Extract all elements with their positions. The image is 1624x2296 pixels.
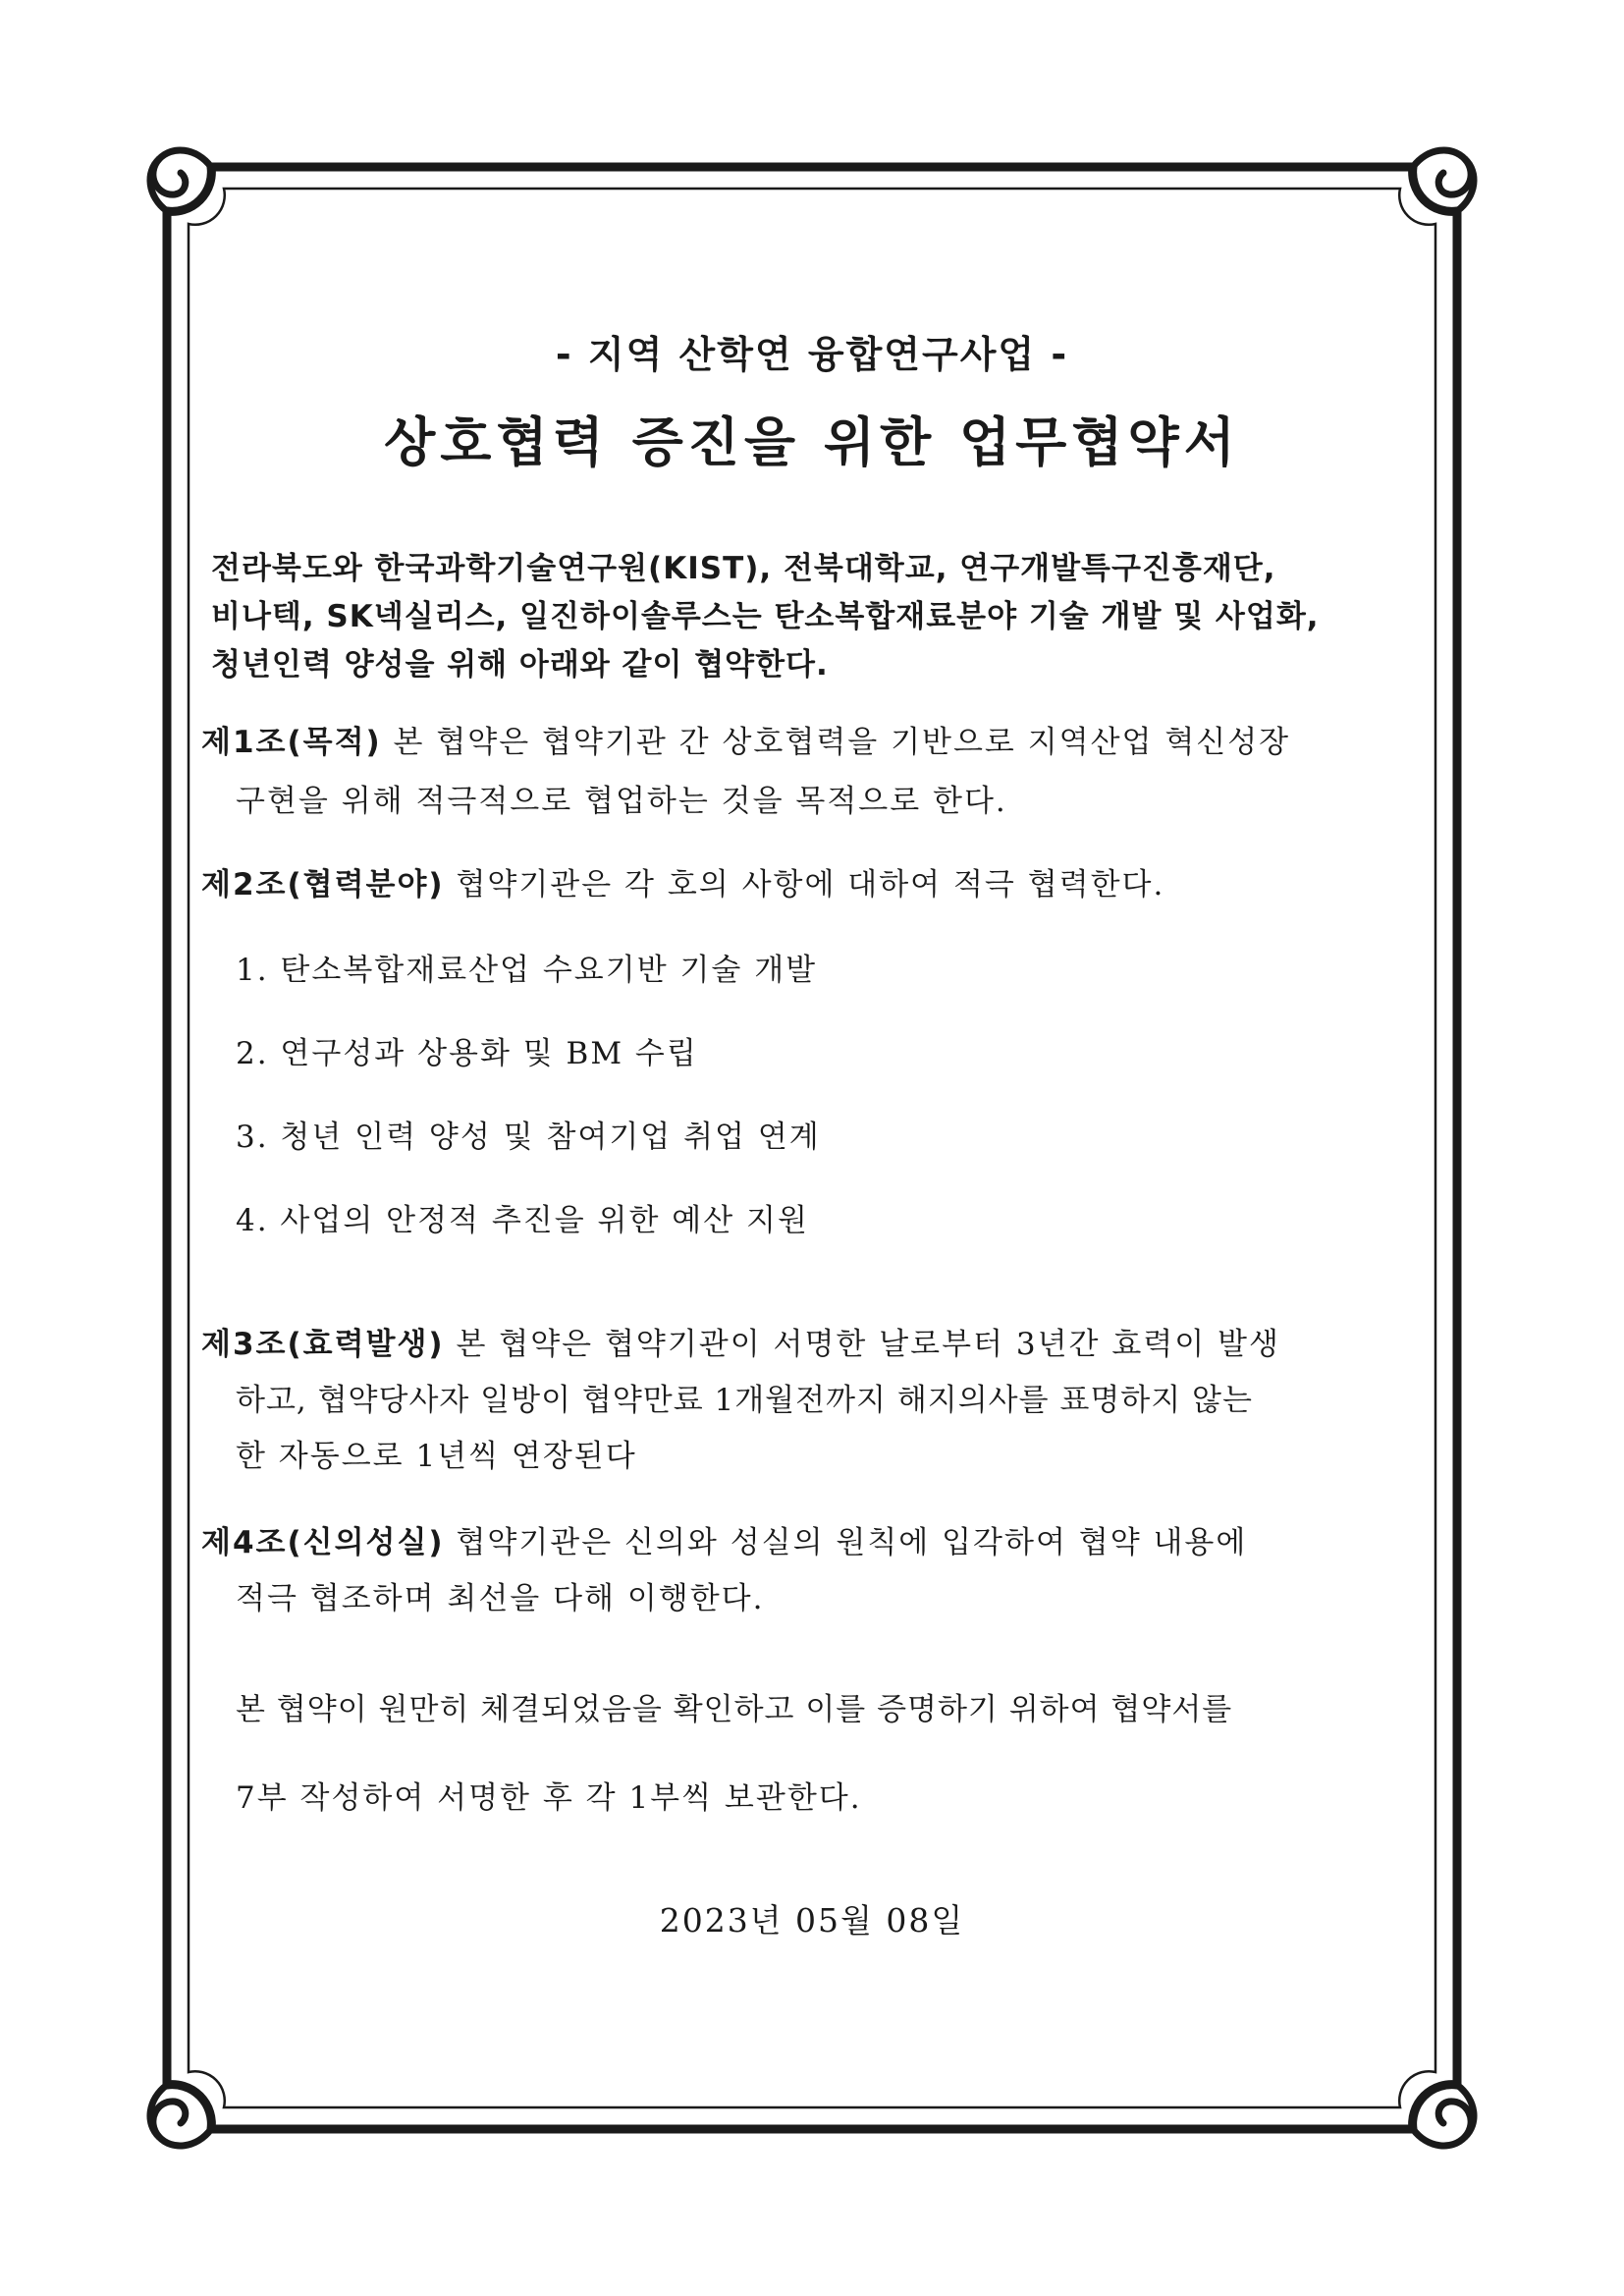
list-item: 1. 탄소복합재료산업 수요기반 기술 개발 (236, 953, 818, 988)
article-3-text: 본 협약은 협약기관이 서명한 날로부터 3년간 효력이 발생 (444, 1327, 1280, 1362)
agreement-date: 2023년 05월 08일 (659, 1901, 965, 1940)
article-1-text: 본 협약은 협약기관 간 상호협력을 기반으로 지역산업 혁신성장 (381, 725, 1291, 760)
list-item: 3. 청년 인력 양성 및 참여기업 취업 연계 (236, 1120, 821, 1155)
article-4-text: 협약기관은 신의와 성실의 원칙에 입각하여 협약 내용에 (444, 1525, 1248, 1560)
intro-line: 비나텍, SK넥실리스, 일진하이솔루스는 탄소복합재료분야 기술 개발 및 사업화, (211, 599, 1320, 634)
document-subtitle: - 지역 산학연 융합연구사업 - (555, 333, 1069, 376)
article-3-continued: 한 자동으로 1년씩 연장된다 (236, 1439, 637, 1474)
article-1-heading: 제1조(목적) (201, 725, 382, 760)
closing-line: 본 협약이 원만히 체결되었음을 확인하고 이를 증명하기 위하여 협약서를 (236, 1692, 1233, 1727)
article-4-heading: 제4조(신의성실) (201, 1525, 445, 1560)
intro-line: 청년인력 양성을 위해 아래와 같이 협약한다. (211, 647, 829, 683)
article-1-continued: 구현을 위해 적극적으로 협업하는 것을 목적으로 한다. (236, 784, 1007, 819)
list-item: 4. 사업의 안정적 추진을 위한 예산 지원 (236, 1203, 809, 1238)
article-3-heading: 제3조(효력발생) (201, 1327, 445, 1362)
article-3-continued: 하고, 협약당사자 일방이 협약만료 1개월전까지 해지의사를 표명하지 않는 (236, 1383, 1253, 1418)
article-2 (201, 859, 1164, 903)
closing-line: 7부 작성하여 서명한 후 각 1부씩 보관한다. (236, 1780, 862, 1816)
article-2-heading: 제2조(협력분야) (201, 867, 445, 902)
intro-line: 전라북도와 한국과학기술연구원(KIST), 전북대학교, 연구개발특구진흥재단, (211, 551, 1276, 586)
article-4-continued: 적극 협조하며 최선을 다해 이행한다. (236, 1581, 765, 1616)
article-3 (201, 1319, 1280, 1363)
article-2-text: 협약기관은 각 호의 사항에 대하여 적극 협력한다. (444, 867, 1165, 902)
article-4 (201, 1517, 1247, 1561)
list-item: 2. 연구성과 상용화 및 BM 수립 (236, 1036, 698, 1071)
document-title: 상호협력 증진을 위한 업무협약서 (384, 411, 1240, 473)
article-1 (201, 717, 1290, 761)
